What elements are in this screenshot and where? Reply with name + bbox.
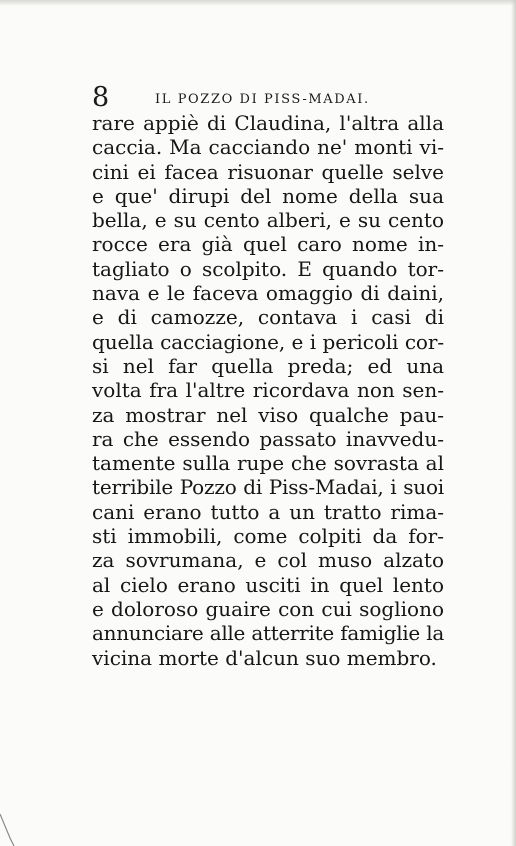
text-line: vicina morte d'alcun suo membro. bbox=[92, 645, 437, 670]
text-line: cani erano tutto a un tratto rima- bbox=[92, 499, 444, 524]
body-text bbox=[92, 111, 444, 670]
text-line: sti immobili, come colpiti da for- bbox=[92, 524, 444, 549]
text-line: e que' dirupi del nome della sua bbox=[92, 183, 444, 208]
text-line: e di camozze, contava i casi di bbox=[92, 305, 444, 330]
text-line: rocce era già quel caro nome in- bbox=[92, 232, 444, 257]
text-line: al cielo erano usciti in quel lento bbox=[92, 572, 444, 597]
text-line: tamente sulla rupe che sovrasta al bbox=[92, 451, 444, 476]
text-line: tagliato o scolpito. E quando tor- bbox=[92, 256, 444, 281]
text-line: terribile Pozzo di Piss-Madai, i suoi bbox=[92, 475, 444, 500]
text-line: caccia. Ma cacciando ne' monti vi- bbox=[92, 135, 444, 160]
running-title: IL POZZO DI PISS-MADAI. bbox=[155, 92, 370, 107]
text-line: bella, e su cento alberi, e su cento bbox=[92, 208, 444, 233]
text-line: e doloroso guaire con cui sogliono bbox=[92, 596, 444, 621]
text-line: si nel far quella preda; ed una bbox=[92, 353, 444, 378]
page-corner-mark bbox=[0, 806, 30, 846]
text-line: quella cacciagione, e i pericoli cor- bbox=[92, 329, 444, 354]
text-line: ra che essendo passato inavvedu- bbox=[92, 426, 444, 451]
text-line: volta fra l'altre ricordava non sen- bbox=[92, 378, 444, 403]
text-line: za sovrumana, e col muso alzato bbox=[92, 548, 444, 573]
text-line: rare appiè di Claudina, l'altra alla bbox=[92, 111, 444, 135]
text-line: nava e le faceva omaggio di daini, bbox=[92, 281, 444, 306]
text-line: annunciare alle atterrite famiglie la bbox=[92, 621, 444, 646]
page-right-edge bbox=[511, 0, 516, 846]
text-line: cini ei facea risuonar quelle selve bbox=[92, 159, 444, 184]
page-number: 8 bbox=[92, 82, 110, 113]
text-line: za mostrar nel viso qualche pau- bbox=[92, 402, 444, 427]
page-top-edge bbox=[0, 0, 516, 6]
